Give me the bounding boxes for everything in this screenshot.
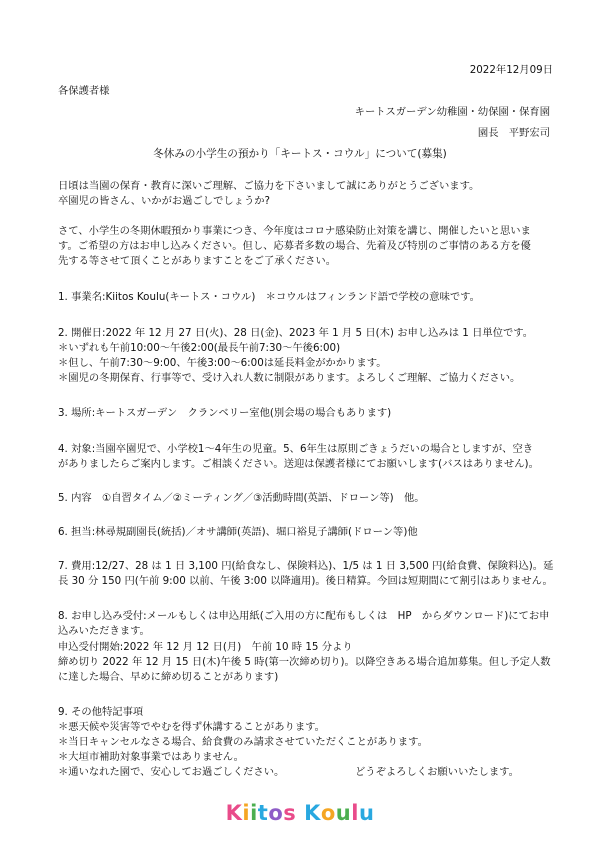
logo-letter: t [257,801,269,825]
closing-note: ＊通いなれた園で、安心してお過ごしください。 [58,766,285,778]
logo-letter: l [351,801,359,825]
logo-letter: K [225,801,243,825]
kiitos-koulu-logo [0,800,600,826]
item-fee: 7. 費用:12/27、28 は 1 日 3,100 円(給食なし、保険料込)、1/5 は 1 日 3,500 円(給食費、保険料込)。延 [58,560,554,572]
item-dates: 2. 開催日:2022 年 12 月 27 日(火)、28 日(金)、2023 年 1 月 5 日(木) お申し込みは 1 日単位です。 [58,327,534,339]
item-target: がありましたらご案内します。ご相談ください。送迎は保護者様にてお願いします(バスはありません)。 [58,458,539,470]
document-title: 冬休みの小学生の預かり「キートス・コウル」について(募集) [153,148,447,160]
logo-letter: i [250,801,258,825]
intro-line: 卒園児の皆さん、いかがお過ごしでしょうか? [58,195,271,207]
item-place: 3. 場所:キートスガーデン クランベリー室他(別会場の場合もあります) [58,407,392,419]
item-application: 8. お申し込み受付:メールもしくは申込用紙(ご入用の方に配布もしくは HP からダウンロード)にてお申 [58,610,550,622]
logo-letter: s [283,801,297,825]
item-application: 申込受付開始:2022 年 12 月 12 日(月) 午前 10 時 15 分より [58,641,353,653]
item-application: 込みいただきます。 [58,625,150,637]
body-line: さて、小学生の冬期休暇預かり事業につき、今年度はコロナ感染防止対策を講じ、開催したいと思いま [58,225,531,237]
signatory: 園長 平野宏司 [477,127,550,139]
item-content: 5. 内容 ①自習タイム／②ミーティング／③活動時間(英語、ドローン等) 他。 [58,492,425,504]
intro-line: 日頃は当園の保育・教育に深いご理解、ご協力を下さいまして誠にありがとうございます。 [58,180,480,192]
recipient: 各保護者様 [58,85,110,97]
logo-letter: u [358,801,375,825]
logo-letter: K [304,801,321,825]
item-dates-note: ＊いずれも午前10:00～午後2:00(最長午前7:30～午後6:00) [58,342,341,354]
item-application: 締め切り 2022 年 12 月 15 日(木)午後 5 時(第一次締め切り)。以降空きある場合追加募集。但し予定人数 [58,656,551,668]
item-dates-note: ＊但し、午前7:30～9:00、午後3:00～6:00は延長料金がかかります。 [58,357,387,369]
body-line: す。ご希望の方はお申し込みください。但し、応募者多数の場合、先着及び特別のご事情のある方を優 [58,240,531,252]
item-notes: 9. その他特記事項 [58,706,144,718]
date: 2022年12月09日 [469,64,553,76]
logo-letter [296,800,304,826]
item-target: 4. 対象:当園卒園児で、小学校1～4年生の児童。5、6年生は原則ごきょうだいの場合としますが、空き [58,443,534,455]
logo-letter: o [268,801,284,825]
organization: キートスガーデン幼稚園・幼保園・保育園 [354,106,550,118]
item-application: に達した場合、早めに締め切ることがあります) [58,671,279,683]
logo-letter: u [335,801,352,825]
item-notes: ＊当日キャンセルなさる場合、給食費のみ請求させていただくことがあります。 [58,736,428,748]
item-notes: ＊悪天候や災害等でやむを得ず休講することがあります。 [58,721,325,733]
item-staff: 6. 担当:林尋規副園長(統括)／オサ講師(英語)、堀口裕見子講師(ドローン等)他 [58,526,418,538]
item-business-name: 1. 事業名:Kiitos Koulu(キートス・コウル) ＊コウルはフィンランド語で学校の意味です。 [58,291,480,303]
item-notes: ＊大垣市補助対象事業ではありません。 [58,751,244,763]
body-line: 先する等させて頂くことがありますことをご了承ください。 [58,255,337,267]
closing-greeting: どうぞよろしくお願いいたします。 [355,766,519,778]
item-fee: 長 30 分 150 円(午前 9:00 以前、午後 3:00 以降適用)。後日精算。今回は短期間にて割引はありません。 [58,575,553,587]
logo-letter: i [242,801,251,825]
item-dates-note: ＊園児の冬期保育、行事等で、受け入れ人数に制限があります。よろしくご理解、ご協力ください。 [58,372,521,384]
logo-letter: o [320,801,336,825]
